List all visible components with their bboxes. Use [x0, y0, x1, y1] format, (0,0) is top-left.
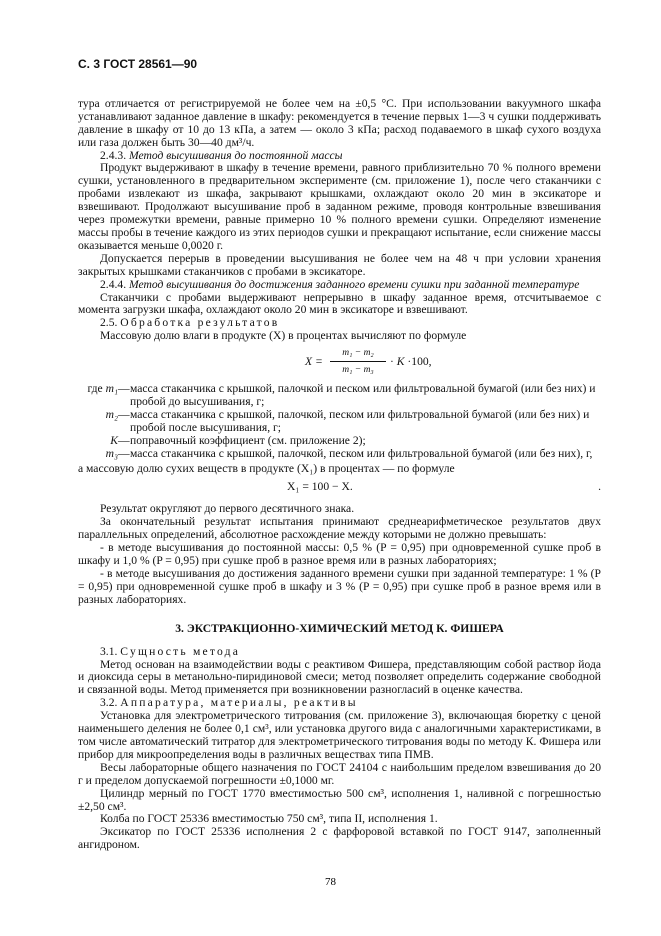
subheading-number: 2.4.4. — [100, 277, 127, 291]
paragraph-final-result: За окончательный результат испытания принимают среднеарифметическое результатов двух параллельных определений, абсолютное расхождение между которыми не должно превышать: — [78, 515, 601, 542]
paragraph-cylinder: Цилиндр мерный по ГОСТ 1770 вместимостью 500 см³, исполнения 1, наливной с погрешностью ±2,50 см³. — [78, 786, 601, 813]
subheading-title: Сущность метода — [120, 644, 241, 658]
formula-dot: · — [390, 355, 394, 369]
definition-text: масса стаканчика с крышкой, палочкой, песком или фильтровальной бумагой (или без них) и пробой после высушивания, г; — [130, 407, 590, 434]
variable-definitions — [78, 383, 601, 460]
paragraph-tolerance-set-time: - в методе высушивания до достижения заданного времени сушки при заданной температуре: 1 % (P = 0,95) при одновременной сушке проб в шкафу и 3 % (P = 0,95) при сушке проб в разное время или в разных лабораториях. — [78, 567, 601, 606]
paragraph-drying-conditions: тура отличается от регистрируемой не более чем на ±0,5 °С. При использовании вакуумного шкафа устанавливают заданное давление в шкафу: рекомендуется в течение первых 1—3 ч сушки поддерживать давление в шкафу от 10 до 13 кПа, а затем — около 3 кПа; расход подаваемого в шкаф сухого воздуха или газа должен быть 30—40 дм³/ч. — [78, 96, 601, 149]
formula-expression: X₁ = 100 − X. — [287, 480, 353, 494]
definition-dash: — — [118, 407, 130, 421]
paragraph-constant-mass: Продукт выдерживают в шкафу в течение времени, равного приблизительно 70 % полного времени сушки, установленного в предварительном эксперименте (см. приложение 1), после чего стаканчики с пробами извлекают из шкафа, закрывают крышками, охлаждают около 20 мин в эксикаторе и взвешивают. Продолжают высушивание проб в заданном режиме, проводя контрольные взвешивания через промежутки времени, равные примерно 10 % полного времени сушки. Определяют изменение массы пробы в течение каждого из этих периодов сушки и прекращают испытание, если снижение массы оказывается меньше 0,0020 г. — [78, 161, 601, 252]
moisture-formula — [78, 347, 601, 381]
formula-numerator: m₁ − m₂ — [330, 347, 386, 362]
paragraph-moisture-formula-intro: Массовую долю влаги в продукте (X) в процентах вычисляют по формуле — [100, 329, 467, 343]
definition-symbol — [78, 383, 118, 409]
paragraph-rounding: Результат округляют до первого десятичного знака. — [100, 502, 355, 516]
subheading-3-1 — [78, 646, 601, 659]
paragraph-flask: Колба по ГОСТ 25336 вместимостью 750 см³, типа II, исполнения 1. — [100, 812, 438, 826]
page-header: С. 3 ГОСТ 28561—90 — [78, 57, 198, 71]
definition-symbol: m₂ — [105, 407, 118, 421]
subheading-title: Обработка результатов — [120, 316, 280, 330]
subheading-number: 3.2. — [100, 696, 118, 710]
definition-dash: — — [118, 382, 130, 396]
paragraph-desiccator: Эксикатор по ГОСТ 25336 исполнения 2 с фарфоровой вставкой по ГОСТ 9147, заполненный ангидроном. — [78, 825, 601, 852]
definition-text: поправочный коэффициент (см. приложение 2); — [130, 433, 366, 447]
definition-row — [78, 383, 601, 409]
subheading-title: Метод высушивания до достижения заданного времени сушки при заданной температуре — [129, 277, 580, 291]
subheading-number: 2.5. — [100, 316, 118, 330]
formula-lhs: X = — [305, 355, 323, 369]
definition-text: масса стаканчика с крышкой, палочкой и песком или фильтровальной бумагой (или без них) и пробой до высушивания, г; — [130, 382, 596, 409]
paragraph-method-basis: Метод основан на взаимодействии воды с реактивом Фишера, представляющим собой раствор йода и диоксида серы в метанольно-пиридиновой смеси; метод позволяет определить содержание свободной и связанной воды. Метод применяется при возникновении разногласий в оценке качества. — [78, 657, 601, 697]
definition-dash: — — [118, 446, 130, 460]
subheading-number: 3.1. — [100, 644, 118, 658]
definition-dash: — — [118, 433, 130, 447]
subheading-title: Метод высушивания до постоянной массы — [129, 148, 343, 162]
definition-symbol: m₃ — [105, 446, 118, 460]
formula-rhs — [390, 356, 432, 369]
subheading-number: 2.4.3. — [100, 148, 127, 162]
document-page — [78, 58, 601, 852]
definition-row — [78, 435, 601, 448]
paragraph-scales: Весы лабораторные общего назначения по ГОСТ 24104 с наибольшим пределом взвешивания до 20 г и пределом допускаемой погрешности ±0,1000 мг. — [78, 760, 601, 787]
formula-tail: ·100, — [407, 355, 432, 369]
definition-text: масса стаканчика с крышкой, палочкой, песком или фильтровальной бумагой (или без них), г, — [130, 446, 593, 460]
subheading-2-4-4 — [78, 279, 601, 292]
definition-row — [78, 448, 601, 461]
formula-trailing-dot: . — [598, 480, 601, 494]
paragraph-set-time: Стаканчики с пробами выдерживают непрерывно в шкафу заданное время, отсчитываемое с момента загрузки шкафа, охлаждают около 20 мин в эксикаторе и взвешивают. — [78, 290, 601, 317]
symbol-m1: m₁ — [105, 382, 118, 396]
paragraph-titration-unit: Установка для электрометрического титрования (см. приложение 3), включающая бюретку с ценой наименьшего деления не более 0,1 см³, или установка другого вида с аналогичными характеристиками, в том числе автоматический титратор для электрометрического титрования воды по методу К. Фишера или прибор для микроопределения воды в различных веществах типа ПМВ. — [78, 709, 601, 761]
paragraph-break-allowed: Допускается перерыв в проведении высушивания не более чем на 48 ч при условии хранения закрытых крышками стаканчиков с пробами в эксикаторе. — [78, 251, 601, 278]
subheading-title: Аппаратура, материалы, реактивы — [120, 696, 358, 710]
definition-lead: где — [87, 382, 103, 396]
formula-fraction — [330, 347, 386, 377]
paragraph-dry-matter-intro: а массовую долю сухих веществ в продукте (X₁) в процентах — по формуле — [78, 461, 455, 475]
definition-symbol: K — [110, 433, 118, 447]
formula-denominator: m₁ − m₃ — [342, 365, 374, 376]
section-3-heading: 3. ЭКСТРАКЦИОННО-ХИМИЧЕСКИЙ МЕТОД К. ФИШЕРА — [175, 621, 504, 635]
definition-row — [78, 409, 601, 435]
dry-matter-formula — [78, 479, 601, 497]
page-number: 78 — [325, 876, 336, 888]
paragraph-tolerance-constant-mass: - в методе высушивания до постоянной массы: 0,5 % (P = 0,95) при одновременной сушке проб в шкафу и 1,0 % (P = 0,95) при сушке проб в разное время или в разных лабораториях; — [78, 541, 601, 568]
formula-k: K — [396, 355, 405, 369]
